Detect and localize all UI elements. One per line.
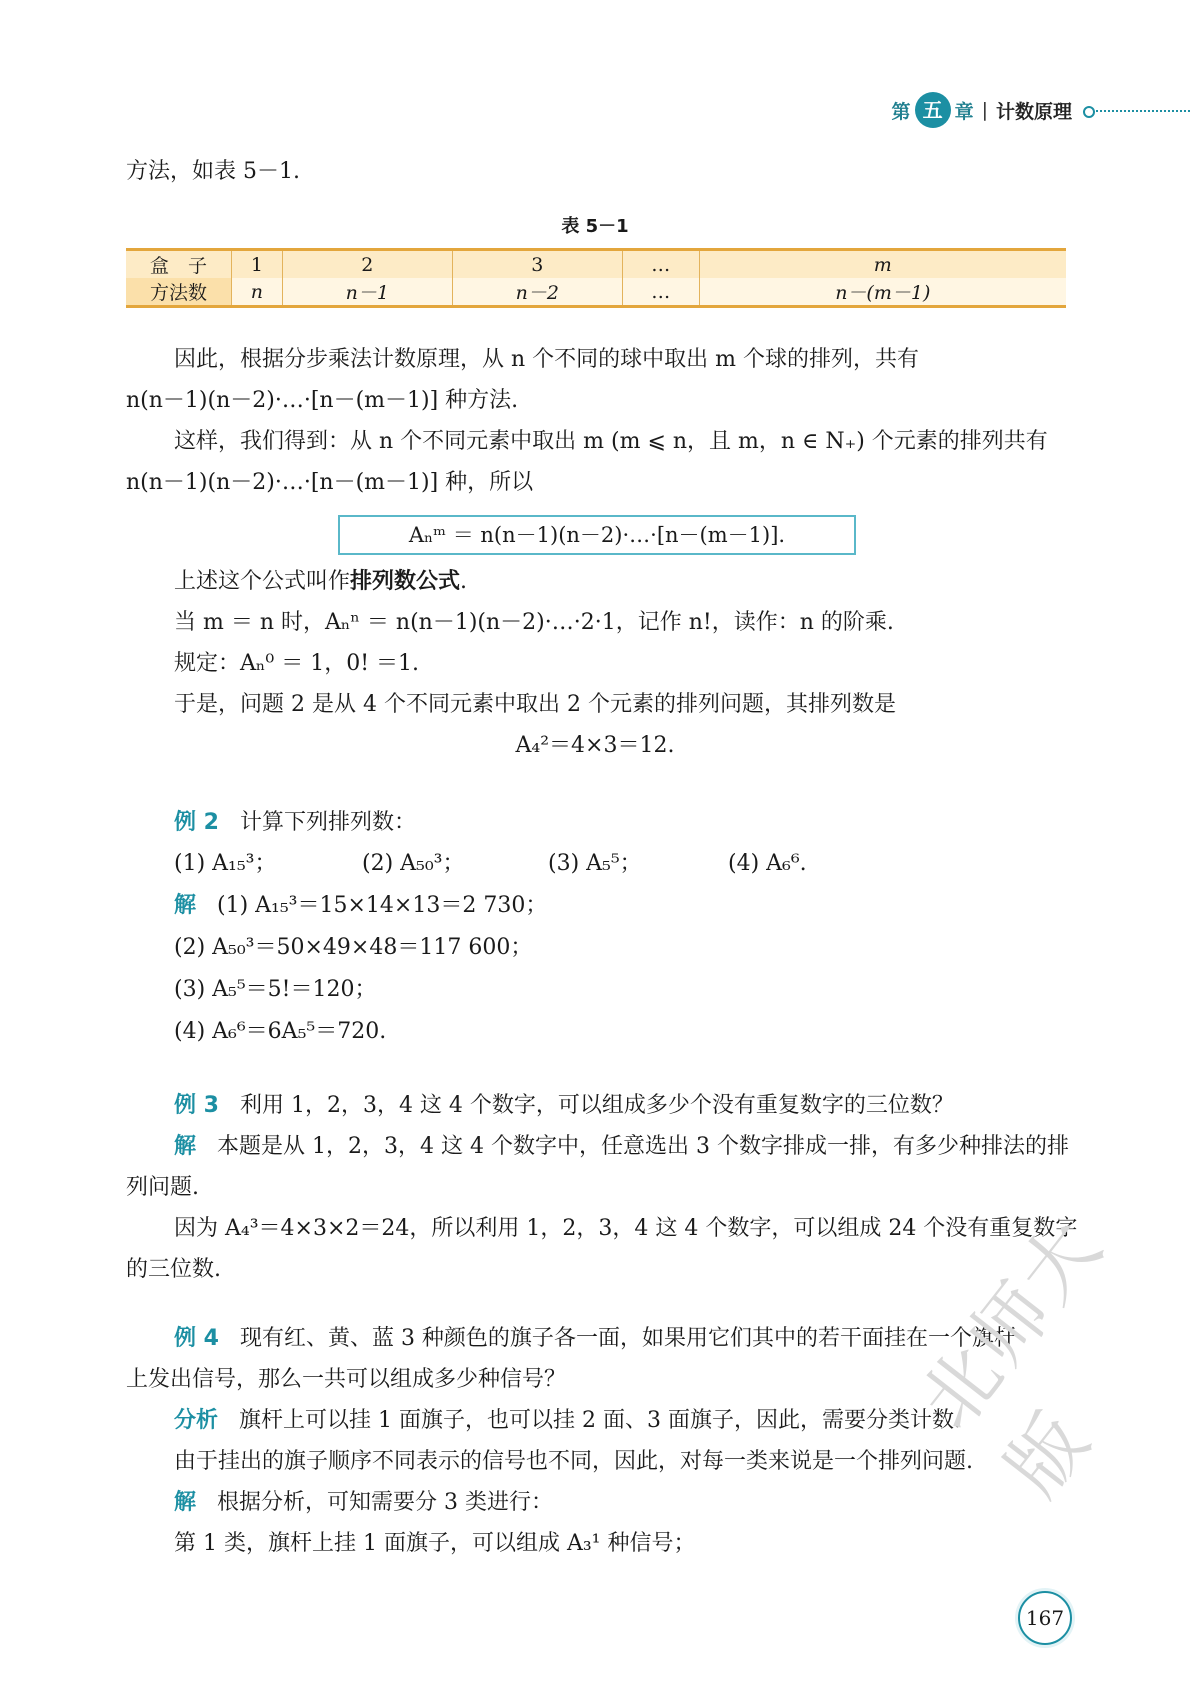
example-text: 现有红、黄、蓝 3 种颜色的旗子各一面，如果用它们其中的若干面挂在一个旗杆	[239, 1326, 1016, 1351]
analysis-text-line: 由于挂出的旗子顺序不同表示的信号也不同，因此，对每一类来说是一个排列问题.	[174, 1449, 973, 1474]
table-5-1	[126, 248, 1066, 308]
ex4-solution	[174, 1488, 1114, 1518]
text-span: .	[460, 569, 468, 594]
table-cell: …	[622, 278, 699, 307]
permutation-formula-box: Aₙᵐ ＝ n(n－1)(n－2)·…·[n－(m－1)].	[338, 515, 856, 555]
ex3-solution-line: 列问题.	[126, 1175, 199, 1200]
example-3	[174, 1091, 1114, 1121]
table-cell: m	[699, 250, 1066, 279]
paragraph-line: n(n－1)(n－2)·…·[n－(m－1)] 种，所以	[126, 470, 534, 495]
header-dot-icon	[1083, 106, 1095, 118]
table-cell: 2	[282, 250, 452, 279]
table-cell: 方法数	[126, 278, 232, 307]
paragraph-line: 于是，问题 2 是从 4 个不同元素中取出 2 个元素的排列问题，其排列数是	[174, 692, 896, 717]
table-cell: 1	[232, 250, 283, 279]
paragraph-line: 当 m ＝ n 时，Aₙⁿ ＝ n(n－1)(n－2)·…·2·1，记作 n!，读作：n 的阶乘.	[174, 610, 894, 635]
ex2-solution-2: (2) A₅₀³＝50×49×48＝117 600；	[174, 935, 533, 960]
paragraph-line	[174, 567, 1114, 597]
example-text-line: 上发出信号，那么一共可以组成多少种信号？	[126, 1367, 567, 1392]
ex2-solution-1	[174, 891, 1114, 921]
chapter-title: 计数原理	[995, 100, 1072, 123]
example-text: 利用 1，2，3，4 这 4 个数字，可以组成多少个没有重复数字的三位数？	[239, 1093, 954, 1118]
text-span: 上述这个公式叫作	[174, 569, 351, 594]
example-label: 例 4	[174, 1326, 219, 1351]
ex2-solution-4: (4) A₆⁶＝6A₅⁵＝720.	[174, 1019, 387, 1044]
chapter-prefix: 第	[891, 100, 911, 123]
example-text: 计算下列排列数：	[239, 810, 416, 835]
solution-text: 本题是从 1，2，3，4 这 4 个数字中，任意选出 3 个数字排成一排，有多少种排法的排	[217, 1134, 1069, 1159]
example-label: 例 2	[174, 810, 219, 835]
ex3-solution-line: 的三位数.	[126, 1257, 221, 1282]
table-caption: 表 5－1	[561, 216, 629, 237]
table-cell: n－(m－1)	[699, 278, 1066, 307]
solution-text: 根据分析，可知需要分 3 类进行：	[217, 1490, 553, 1515]
table-row	[126, 250, 1066, 279]
table-cell: n－2	[452, 278, 622, 307]
analysis-label: 分析	[174, 1408, 219, 1433]
solution-text: (1) A₁₅³＝15×14×13＝2 730；	[217, 893, 548, 918]
page-number: 167	[1018, 1591, 1072, 1645]
solution-label: 解	[174, 1490, 197, 1515]
intro-line: 方法，如表 5－1.	[126, 159, 300, 184]
example-2	[174, 808, 1114, 838]
chapter-number-badge: 五	[915, 92, 951, 128]
ex2-question-1: (1) A₁₅³；	[174, 851, 277, 876]
header-separator: |	[981, 99, 988, 121]
ex3-solution-line: 因为 A₄³＝4×3×2＝24，所以利用 1，2，3，4 这 4 个数字，可以组成 24 个没有重复数字	[174, 1216, 1078, 1241]
solution-label: 解	[174, 893, 197, 918]
term-highlight: 排列数公式	[350, 569, 461, 594]
ex2-question-4: (4) A₆⁶.	[728, 851, 807, 876]
table-row	[126, 278, 1066, 307]
table-cell: n－1	[282, 278, 452, 307]
analysis-text: 旗杆上可以挂 1 面旗子，也可以挂 2 面、3 面旗子，因此，需要分类计数.	[239, 1408, 961, 1433]
paragraph-line: 这样，我们得到：从 n 个不同元素中取出 m (m ⩽ n，且 m，n ∈ N₊) 个元素的排列共有	[174, 429, 1048, 454]
chapter-header	[892, 92, 1072, 128]
centered-formula: A₄²＝4×3＝12.	[515, 733, 675, 758]
solution-label: 解	[174, 1134, 197, 1159]
chapter-suffix: 章	[954, 100, 974, 123]
ex4-solution-line: 第 1 类，旗杆上挂 1 面旗子，可以组成 A₃¹ 种信号；	[174, 1531, 696, 1556]
publisher-watermark: 北师大版	[902, 1200, 1121, 1512]
ex3-solution-line	[174, 1132, 1114, 1162]
table-cell: …	[622, 250, 699, 279]
table-cell: 盒 子	[126, 250, 232, 279]
ex2-question-2: (2) A₅₀³；	[362, 851, 465, 876]
paragraph-line: n(n－1)(n－2)·…·[n－(m－1)] 种方法.	[126, 388, 519, 413]
paragraph-line: 因此，根据分步乘法计数原理，从 n 个不同的球中取出 m 个球的排列，共有	[174, 347, 920, 372]
ex2-solution-3: (3) A₅⁵＝5!＝120；	[174, 977, 377, 1002]
paragraph-line: 规定：Aₙ⁰ ＝ 1，0! ＝1.	[174, 651, 420, 676]
example-label: 例 3	[174, 1093, 219, 1118]
table-cell: n	[232, 278, 283, 307]
header-dotted-line	[1096, 110, 1190, 112]
table-cell: 3	[452, 250, 622, 279]
ex2-question-3: (3) A₅⁵；	[548, 851, 642, 876]
